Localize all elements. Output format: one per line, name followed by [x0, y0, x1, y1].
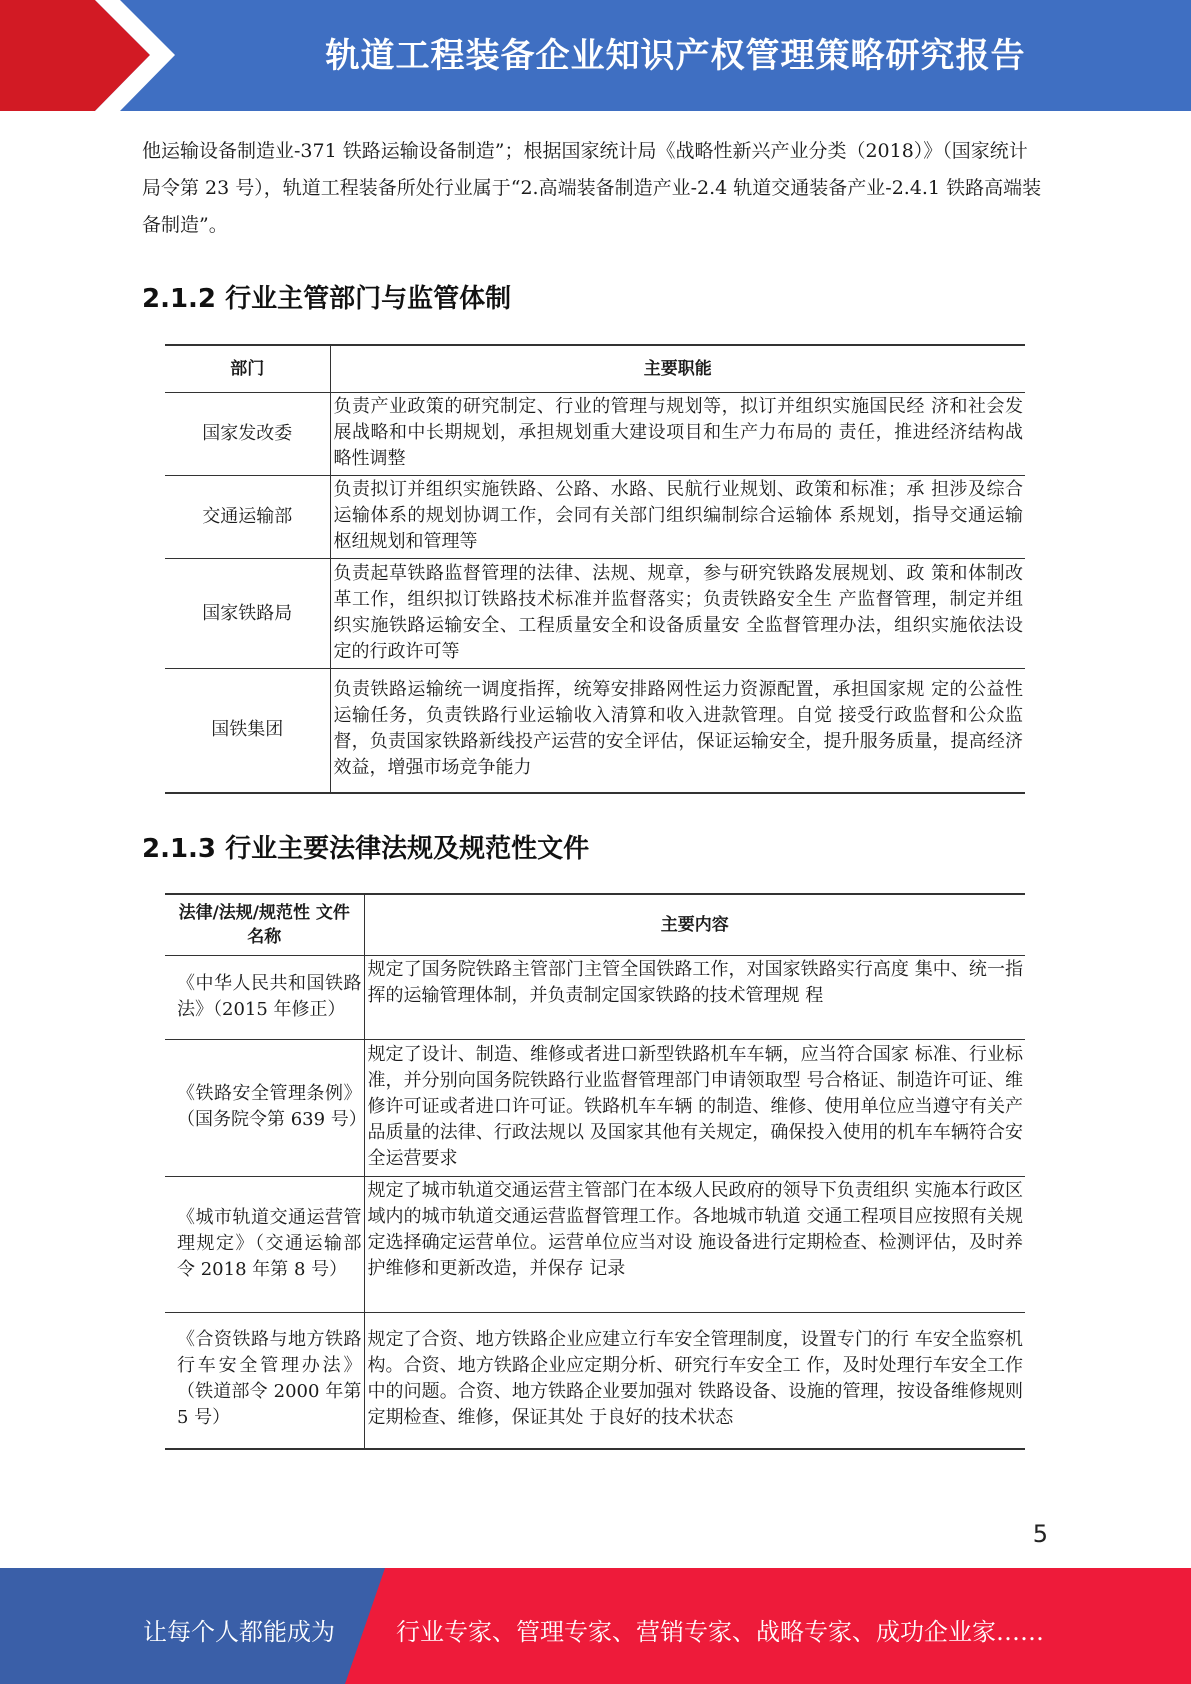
- law-name-column-header: 法律/法规/规范性 文件名称: [178, 903, 350, 947]
- table-row: [165, 669, 1025, 793]
- dept-name: 国家铁路局: [202, 602, 293, 624]
- dept-column-header: 部门: [230, 359, 265, 379]
- table-row: [165, 1177, 1025, 1313]
- dept-duty: 负责起草铁路监督管理的法律、法规、规章，参与研究铁路发展规划、政 策和体制改革工作，组织拟订铁路技术标准并监督落实；负责铁路安全生 产监督管理，制定并组织实施铁路运输安全、工程质量安全和设备质量安 全监督管理办法，组织实施依法设定的行政许可等: [330, 559, 1025, 669]
- dept-duty: 负责产业政策的研究制定、行业的管理与规划等，拟订并组织实施国民经 济和社会发展战略和中长期规划，承担规划重大建设项目和生产力布局的 责任，推进经济结构战略性调整: [330, 393, 1025, 476]
- law-name: 《合资铁路与地方铁路行车安全管理办法》（铁道部令 2000 年第 5 号）: [177, 1329, 362, 1429]
- law-name: 《中华人民共和国铁路法》（2015 年修正）: [177, 972, 362, 1020]
- page-number: 5: [1032, 1520, 1048, 1548]
- content-column-header: 主要内容: [364, 894, 1025, 956]
- table-row: [165, 1040, 1025, 1177]
- page-footer: [0, 1568, 1191, 1684]
- section-heading-2-1-2: 2.1.2 行业主管部门与监管体制: [142, 284, 512, 314]
- duty-column-header: 主要职能: [330, 345, 1025, 393]
- dept-name: 国家发改委: [202, 423, 293, 444]
- dept-name: 交通运输部: [202, 506, 293, 527]
- page-header: [0, 0, 1191, 111]
- table-row: [165, 1313, 1025, 1449]
- dept-table-header-row: [165, 345, 1025, 393]
- intro-paragraph: 他运输设备制造业-371 铁路运输设备制造”；根据国家统计局《战略性新兴产业分类（2018）》（国家统计局令第 23 号），轨道工程装备所处行业属于“2.高端装备制造产业-2.4 轨道交通装备产业-2.4.1 铁路高端装备制造”。: [142, 140, 1042, 236]
- law-content: 规定了合资、地方铁路企业应建立行车安全管理制度，设置专门的行 车安全监察机构。合资、地方铁路企业应定期分析、研究行车安全工 作，及时处理行车安全工作中的问题。合资、地方铁路企业要加强对 铁路设备、设施的管理，按设备维修规则定期检查、维修，保证其处 于良好的技术状态: [364, 1313, 1025, 1449]
- table-row: [165, 956, 1025, 1040]
- table-row: [165, 559, 1025, 669]
- dept-table: [165, 344, 1025, 794]
- law-content: 规定了城市轨道交通运营主管部门在本级人民政府的领导下负责组织 实施本行政区域内的城市轨道交通运营监督管理工作。各地城市轨道 交通工程项目应按照有关规定选择确定运营单位。运营单位应当对设 施设备进行定期检查、检测评估，及时养护维修和更新改造，并保存 记录: [364, 1177, 1025, 1313]
- law-name: 《铁路安全管理条例》（国务院令第 639 号）: [177, 1083, 367, 1130]
- section-heading-2-1-3: 2.1.3 行业主要法律法规及规范性文件: [142, 834, 590, 864]
- footer-slogan-right: 行业专家、管理专家、营销专家、战略专家、成功企业家……: [396, 1618, 1044, 1646]
- table-row: [165, 393, 1025, 476]
- dept-name: 国铁集团: [211, 719, 284, 741]
- law-content: 规定了设计、制造、维修或者进口新型铁路机车车辆，应当符合国家 标准、行业标准，并分别向国务院铁路行业监督管理部门申请领取型 号合格证、制造许可证、维修许可证或者进口许可证。铁路机车车辆 的制造、维修、使用单位应当遵守有关产品质量的法律、行政法规以 及国家其他有关规定，确保投入使用的机车车辆符合安全运营要求: [364, 1040, 1025, 1177]
- law-table: [165, 893, 1025, 1450]
- law-name: 《城市轨道交通运营管理规定》（交通运输部令 2018 年第 8 号）: [177, 1206, 362, 1280]
- law-content: 规定了国务院铁路主管部门主管全国铁路工作，对国家铁路实行高度 集中、统一指挥的运输管理体制，并负责制定国家铁路的技术管理规 程: [364, 956, 1025, 1040]
- report-title: 轨道工程装备企业知识产权管理策略研究报告: [325, 36, 1026, 76]
- dept-duty: 负责铁路运输统一调度指挥，统筹安排路网性运力资源配置，承担国家规 定的公益性运输任务，负责铁路行业运输收入清算和收入进款管理。自觉 接受行政监督和公众监督，负责国家铁路新线投产运营的安全评估，保证运输安全，提升服务质量，提高经济效益，增强市场竞争能力: [330, 669, 1025, 793]
- dept-duty: 负责拟订并组织实施铁路、公路、水路、民航行业规划、政策和标准；承 担涉及综合运输体系的规划协调工作，会同有关部门组织编制综合运输体 系规划，指导交通运输枢纽规划和管理等: [330, 476, 1025, 559]
- footer-slogan-left: 让每个人都能成为: [143, 1618, 335, 1646]
- table-row: [165, 476, 1025, 559]
- law-table-header-row: [165, 894, 1025, 956]
